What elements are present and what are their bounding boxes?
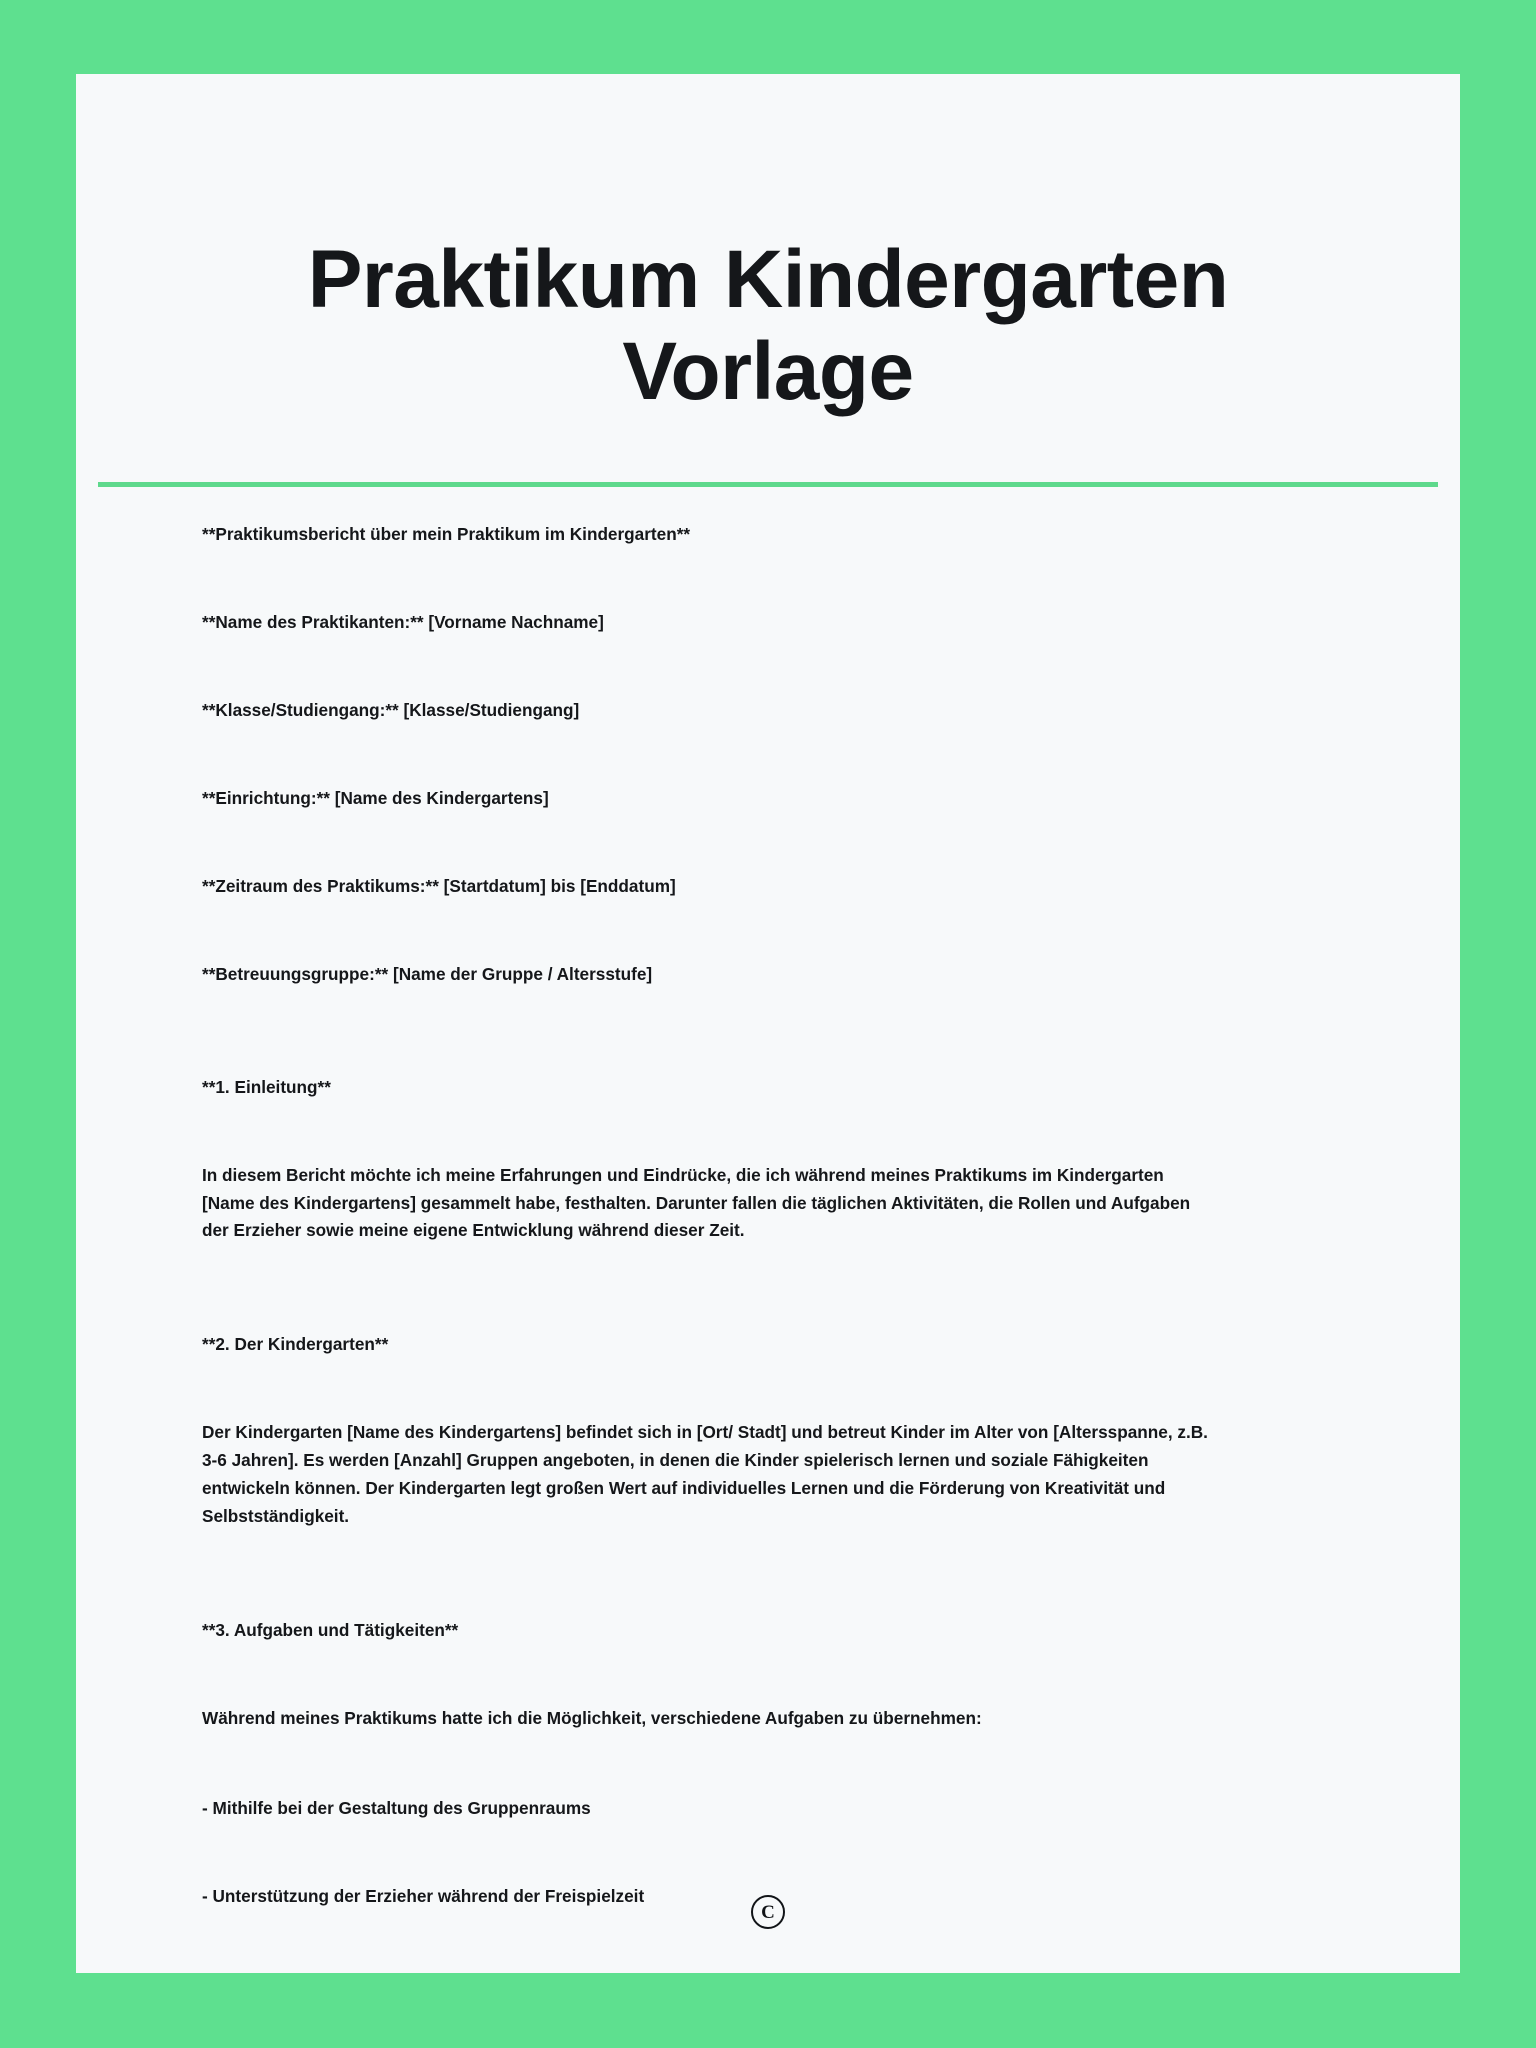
section-heading-einleitung: **1. Einleitung**: [202, 1076, 331, 1097]
list-item: - Unterstützung der Erzieher während der Freispielzeit: [202, 1885, 645, 1906]
spacer: [202, 1357, 1334, 1419]
meta-betreuungsgruppe: **Betreuungsgruppe:** [Name der Gruppe / Altersstufe]: [202, 964, 653, 985]
report-heading: **Praktikumsbericht über mein Praktikum im Kindergarten**: [202, 523, 691, 544]
spacer: [202, 1531, 1334, 1617]
page-title: Praktikum Kindergarten Vorlage: [307, 234, 1229, 417]
section-paragraph-der-kindergarten: Der Kindergarten [Name des Kindergartens] befindet sich in [Ort/ Stadt] und betreut Kinder im Alter von [Altersspanne, z.B. 3-6 Jahren]. Es werden [Anzahl] Gruppen angeboten, in denen die Kinder spielerisch lernen und soziale Fähigkeiten entwickeln können. Der Kindergarten legt großen Wert auf individuelles Lernen und die Förderung von Kreativität und Selbstständigkeit.: [202, 1422, 1208, 1526]
spacer: [202, 1821, 1334, 1883]
spacer: [202, 723, 1334, 785]
list-item: - Mithilfe bei der Gestaltung des Gruppenraums: [202, 1797, 591, 1818]
section-paragraph-einleitung: In diesem Bericht möchte ich meine Erfahrungen und Eindrücke, die ich während meines Praktikums im Kindergarten [Name des Kindergartens] gesammelt habe, festhalten. Darunter fallen die täglichen Aktivitäten, die Rollen und Aufgaben der Erzieher sowie meine eigene Entwicklung während dieser Zeit.: [202, 1164, 1191, 1241]
spacer: [202, 899, 1334, 961]
section-heading-der-kindergarten: **2. Der Kindergarten**: [202, 1334, 389, 1355]
spacer: [202, 988, 1334, 1074]
section-heading-aufgaben-und-taetigkeiten: **3. Aufgaben und Tätigkeiten**: [202, 1619, 459, 1640]
spacer: [202, 1643, 1334, 1705]
spacer: [202, 547, 1334, 609]
document-footer: [76, 1895, 1460, 1929]
meta-einrichtung: **Einrichtung:** [Name des Kindergartens]: [202, 788, 549, 809]
section-paragraph-aufgaben-und-taetigkeiten: Während meines Praktikums hatte ich die Möglichkeit, verschiedene Aufgaben zu übernehmen:: [202, 1707, 982, 1728]
document-card: [76, 74, 1460, 1973]
spacer: [202, 1100, 1334, 1162]
spacer: [202, 811, 1334, 873]
spacer: [202, 1733, 1334, 1795]
title-block: [76, 74, 1460, 418]
meta-zeitraum: **Zeitraum des Praktikums:** [Startdatum] bis [Enddatum]: [202, 876, 676, 897]
copyright-icon: C: [751, 1895, 785, 1929]
document-body: [76, 487, 1460, 1909]
meta-name-praktikant: **Name des Praktikanten:** [Vorname Nachname]: [202, 611, 604, 632]
spacer: [202, 635, 1334, 697]
meta-klasse-studiengang: **Klasse/Studiengang:** [Klasse/Studiengang]: [202, 699, 580, 720]
spacer: [202, 1245, 1334, 1331]
